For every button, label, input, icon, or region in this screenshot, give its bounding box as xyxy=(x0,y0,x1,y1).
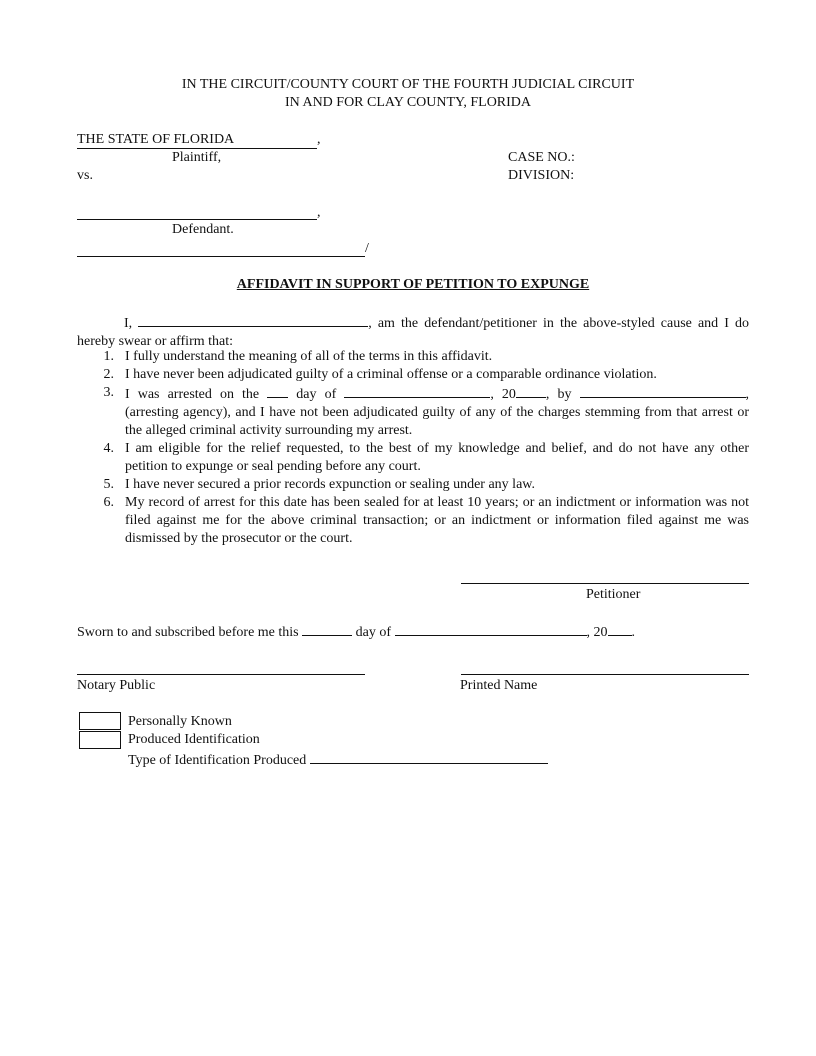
list-item xyxy=(77,440,749,476)
caption-slash: / xyxy=(365,241,369,256)
document-title: AFFIDAVIT IN SUPPORT OF PETITION TO EXPUNGE xyxy=(236,277,590,292)
item-number: 1. xyxy=(103,349,114,364)
plaintiff-caption: THE STATE OF FLORIDA , xyxy=(77,132,321,147)
item-text: I am eligible for the relief requested, to the best of my knowledge and belief, and do not have any other petition to expunge or seal pending before any court. xyxy=(125,441,749,474)
sworn-text-d: . xyxy=(631,625,636,640)
item-text-d: , by xyxy=(545,387,572,402)
identification-type-label: Type of Identification Produced xyxy=(128,753,307,768)
arrest-day-blank[interactable] xyxy=(267,384,288,398)
arrest-year-blank[interactable] xyxy=(516,384,546,398)
sworn-statement xyxy=(77,622,635,642)
arresting-agency-blank[interactable] xyxy=(580,384,746,398)
defendant-name-line[interactable] xyxy=(77,219,317,220)
court-header-line2: IN AND FOR CLAY COUNTY, FLORIDA xyxy=(284,95,532,110)
list-item xyxy=(77,476,749,494)
sworn-day-blank[interactable] xyxy=(302,622,352,636)
list-item xyxy=(77,366,749,384)
petitioner-label: Petitioner xyxy=(586,587,641,602)
arrest-month-blank[interactable] xyxy=(344,384,490,398)
item-text-b: day of xyxy=(296,387,337,402)
court-header-line1: IN THE CIRCUIT/COUNTY COURT OF THE FOURTH JUDICIAL CIRCUIT xyxy=(181,77,635,92)
affiant-name-blank[interactable] xyxy=(138,313,368,327)
item-text: I fully understand the meaning of all of the terms in this affidavit. xyxy=(125,349,493,364)
item-number: 6. xyxy=(103,495,114,510)
item-number: 2. xyxy=(103,367,114,382)
printed-name-label: Printed Name xyxy=(460,678,538,693)
list-item xyxy=(77,494,749,548)
item-text: I have never been adjudicated guilty of a criminal offense or a comparable ordinance violation. xyxy=(125,367,657,382)
defendant-comma: , xyxy=(317,205,321,220)
list-item xyxy=(77,348,749,366)
sworn-year-blank[interactable] xyxy=(608,622,632,636)
personally-known-label: Personally Known xyxy=(128,714,232,729)
sworn-month-blank[interactable] xyxy=(395,622,587,636)
caption-closing-line xyxy=(77,256,365,257)
plaintiff-name: THE STATE OF FLORIDA xyxy=(77,132,317,149)
intro-paragraph xyxy=(77,313,749,351)
plaintiff-label: Plaintiff, xyxy=(172,150,222,165)
notary-signature-line[interactable] xyxy=(77,674,365,675)
petitioner-signature-line[interactable] xyxy=(461,583,749,584)
sworn-text-a: Sworn to and subscribed before me this xyxy=(77,625,299,640)
identification-type-row xyxy=(128,750,548,770)
sworn-text-c: , 20 xyxy=(586,625,608,640)
identification-type-blank[interactable] xyxy=(310,750,548,764)
item-text: My record of arrest for this date has been sealed for at least 10 years; or an indictment or information was not filed against me for the above criminal transaction; or an indictment or information filed against me was dismissed by the prosecutor or the court. xyxy=(125,495,749,546)
produced-identification-label: Produced Identification xyxy=(128,732,260,747)
case-number-label: CASE NO.: xyxy=(508,150,575,165)
versus-label: vs. xyxy=(77,168,93,183)
item-text: I have never secured a prior records expunction or sealing under any law. xyxy=(125,477,535,492)
division-label: DIVISION: xyxy=(508,168,575,183)
produced-identification-checkbox[interactable] xyxy=(79,731,121,749)
sworn-text-b: day of xyxy=(355,625,392,640)
notary-public-label: Notary Public xyxy=(77,678,156,693)
intro-pre: I, xyxy=(124,316,133,331)
affidavit-items xyxy=(77,348,749,548)
defendant-label: Defendant. xyxy=(172,222,234,237)
item-text-a: I was arrested on the xyxy=(125,387,260,402)
item-number: 4. xyxy=(103,441,114,456)
item-number: 3. xyxy=(103,385,114,400)
item-text-e: , (arresting agency), and I have not been adjudicated guilty of any of the charges stemming from that arrest or the alleged criminal activity surrounding my arrest. xyxy=(125,387,750,438)
list-item xyxy=(77,384,749,440)
personally-known-checkbox[interactable] xyxy=(79,712,121,730)
printed-name-line[interactable] xyxy=(461,674,749,675)
item-text-c: , 20 xyxy=(490,387,516,402)
item-number: 5. xyxy=(103,477,114,492)
intro-post: , am the defendant/petitioner in the above-styled cause and I do hereby swear or affirm that: xyxy=(77,316,750,349)
